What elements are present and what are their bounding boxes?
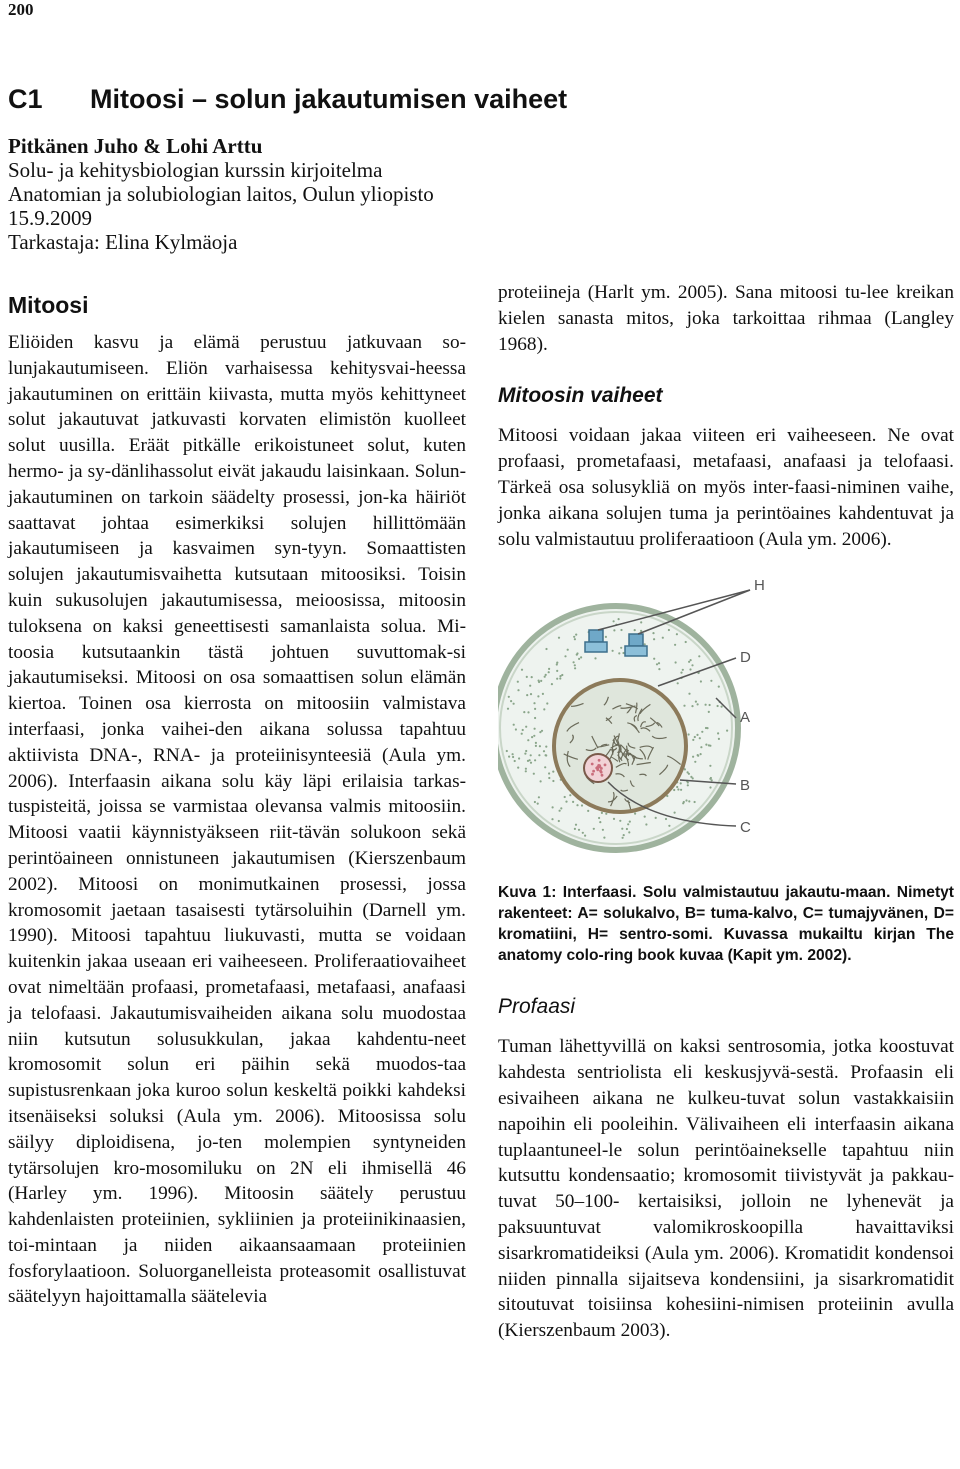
cytoplasm-dot [508,756,510,758]
cytoplasm-dot [526,676,528,678]
right-column [498,280,954,1344]
cytoplasm-dot [708,745,710,747]
cytoplasm-dot [576,653,578,655]
cytoplasm-dot [708,711,710,713]
cytoplasm-dot [602,829,604,831]
cytoplasm-dot [705,704,707,706]
figure-label-c: C [740,819,751,837]
cytoplasm-dot [709,765,711,767]
cytoplasm-dot [507,708,509,710]
cytoplasm-dot [574,638,576,640]
cytoplasm-dot [619,820,621,822]
nucleolus-speckle [598,759,601,762]
cytoplasm-dot [584,835,586,837]
cytoplasm-dot [515,729,517,731]
chapter-title-text: Mitoosi – solun jakautumisen vaiheet [90,84,568,114]
cytoplasm-dot [558,637,560,639]
cytoplasm-dot [521,669,523,671]
cytoplasm-dot [688,693,690,695]
body-text-vaiheet: Mitoosi voidaan jakaa viiteen eri vaiheeseen. Ne ovat profaasi, prometafaasi, metafaasi, anafaasi ja telofaasi. Tärkeä osa solusykliä on myös inter-faasi-niminen vaihe, jonka aikana solujen tuma ja perintöaines kahdentuvat ja solu valmistautuu proliferaatioon (Aula ym. 2006). [498,425,954,550]
cytoplasm-dot [618,653,620,655]
cytoplasm-dot [644,816,646,818]
cytoplasm-dot [506,750,508,752]
cytoplasm-dot [688,801,690,803]
cytoplasm-dot [644,644,646,646]
cytoplasm-dot [605,813,607,815]
cytoplasm-dot [656,664,658,666]
cytoplasm-dot [544,676,546,678]
cytoplasm-dot [573,636,575,638]
cytoplasm-dot [533,735,535,737]
cytoplasm-dot [673,789,675,791]
meta-line-department: Anatomian ja solubiologian laitos, Oulun yliopisto [8,182,434,206]
cytoplasm-dot [552,807,554,809]
cytoplasm-dot [718,738,720,740]
cytoplasm-dot [548,671,550,673]
cytoplasm-dot [545,648,547,650]
cytoplasm-dot [717,733,719,735]
cytoplasm-dot [538,797,540,799]
cytoplasm-dot [700,746,702,748]
cytoplasm-dot [545,746,547,748]
cytoplasm-dot [535,742,537,744]
cytoplasm-dot [623,834,625,836]
cytoplasm-dot [694,736,696,738]
cytoplasm-dot [634,629,636,631]
cytoplasm-dot [620,647,622,649]
cytoplasm-dot [534,801,536,803]
nucleolus-speckle [591,773,594,776]
cytoplasm-dot [687,785,689,787]
cytoplasm-dot [690,659,692,661]
cytoplasm-dot [587,810,589,812]
nucleolus-speckle [591,763,594,766]
cytoplasm-dot [658,668,660,670]
meta-line-course: Solu- ja kehitysbiologian kurssin kirjoitelma [8,158,383,182]
nucleolus-speckle [601,774,604,777]
article-meta [8,134,948,254]
cytoplasm-dot [601,812,603,814]
cytoplasm-dot [530,762,532,764]
cytoplasm-dot [599,821,601,823]
figure-label-b: B [740,777,751,795]
cytoplasm-dot [622,837,624,839]
section-heading-profaasi: Profaasi [498,995,576,1019]
cytoplasm-dot [718,686,720,688]
cytoplasm-dot [556,678,558,680]
cytoplasm-dot [662,637,664,639]
cytoplasm-dot [721,706,723,708]
cytoplasm-dot [668,825,670,827]
cytoplasm-dot [705,727,707,729]
interphase-cell-figure [498,568,858,858]
cytoplasm-dot [626,828,628,830]
cytoplasm-dot [529,685,531,687]
cytoplasm-dot [652,632,654,634]
cytoplasm-dot [612,650,614,652]
cytoplasm-dot [695,701,697,703]
cytoplasm-dot [578,658,580,660]
nucleolus-speckle [596,769,599,772]
cytoplasm-dot [510,700,512,702]
nucleolus-speckle [600,771,603,774]
cytoplasm-dot [605,636,607,638]
cytoplasm-dot [613,818,615,820]
nucleolus-speckle [600,767,603,770]
cytoplasm-dot [653,638,655,640]
cytoplasm-dot [674,644,676,646]
cytoplasm-dot [692,739,694,741]
cytoplasm-dot [683,705,685,707]
cytoplasm-dot [574,665,576,667]
cytoplasm-dot [556,662,558,664]
cytoplasm-dot [575,824,577,826]
cytoplasm-dot [634,813,636,815]
nucleolus-speckle [598,765,601,768]
cytoplasm-dot [543,709,545,711]
cytoplasm-dot [682,669,684,671]
cytoplasm-dot [717,705,719,707]
cytoplasm-dot [677,683,679,685]
cytoplasm-dot [700,681,702,683]
cytoplasm-dot [700,753,702,755]
cytoplasm-dot [540,781,542,783]
cytoplasm-dot [576,804,578,806]
cytoplasm-dot [688,661,690,663]
cytoplasm-dot [537,803,539,805]
cytoplasm-dot [574,668,576,670]
body-text-profaasi: Tuman lähettyvillä on kaksi sentrosomia, jotka koostuvat kahdesta sentriolista eli keskusjyvä-sestä. Profaasin eli esivaiheen aikana ne kulkeu-tuvat solun vastakkaisiin napoihin eli pooleihin. Välivaiheen eli interfaasin aikana tuplaantuneel-le solun perintöainekselle tapahtuu niin kutsuttu kondensaatio; kromosomit tiivistyvät ja pakkau-tuvat 50–100- kertaisiksi, jolloin ne lyhenevät ja paksuuntuvat valomikroskoopilla havaittaviksi sisarkromatideiksi (Aula ym. 2006). Kromatidit kondensoi niiden pinnalla sijaitseva kondensiini, ja sisarkromatidit sitoutuvat toisiinsa kohesiini-nimisen proteiinin avulla (Kierszenbaum 2003). [498,1036,954,1342]
cytoplasm-dot [594,658,596,660]
cytoplasm-dot [709,704,711,706]
centrosome-left [585,630,607,652]
cytoplasm-dot [680,783,682,785]
cytoplasm-dot [627,824,629,826]
cytoplasm-dot [668,629,670,631]
cytoplasm-dot [534,708,536,710]
cytoplasm-dot [692,756,694,758]
cytoplasm-dot [689,669,691,671]
cytoplasm-dot [710,680,712,682]
chapter-number: C1 [8,84,43,114]
cytoplasm-dot [559,675,561,677]
cytoplasm-dot [697,754,699,756]
cytoplasm-dot [531,736,533,738]
cytoplasm-dot [705,744,707,746]
cytoplasm-dot [548,777,550,779]
cytoplasm-dot [521,733,523,735]
cytoplasm-dot [559,810,561,812]
cytoplasm-dot [572,801,574,803]
cell-diagram [498,568,828,858]
nucleolus-speckle [592,770,595,773]
cytoplasm-dot [603,837,605,839]
cytoplasm-dot [573,662,575,664]
cytoplasm-dot [687,782,689,784]
cytoplasm-dot [574,828,576,830]
cytoplasm-dot [525,750,527,752]
cytoplasm-dot [640,622,642,624]
cytoplasm-dot [683,801,685,803]
cytoplasm-dot [618,618,620,620]
cytoplasm-dot [711,780,713,782]
chapter-title [8,80,948,118]
cytoplasm-dot [513,703,515,705]
cytoplasm-dot [593,828,595,830]
cytoplasm-dot [699,737,701,739]
cytoplasm-dot [645,824,647,826]
cytoplasm-dot [538,680,540,682]
cytoplasm-dot [582,832,584,834]
cytoplasm-dot [526,694,528,696]
cytoplasm-dot [514,760,516,762]
cytoplasm-dot [598,817,600,819]
authors: Pitkänen Juho & Lohi Arttu [8,134,263,158]
cytoplasm-dot [533,702,535,704]
cytoplasm-dot [696,734,698,736]
cytoplasm-dot [552,771,554,773]
cytoplasm-dot [676,786,678,788]
cytoplasm-dot [691,705,693,707]
cytoplasm-dot [525,768,527,770]
cytoplasm-dot [621,828,623,830]
cytoplasm-dot [710,777,712,779]
cytoplasm-dot [674,812,676,814]
cytoplasm-dot [548,668,550,670]
cytoplasm-dot [628,832,630,834]
cytoplasm-dot [534,728,536,730]
cytoplasm-dot [540,680,542,682]
cytoplasm-dot [726,730,728,732]
cytoplasm-dot [558,820,560,822]
cytoplasm-dot [559,678,561,680]
cytoplasm-dot [530,693,532,695]
cytoplasm-dot [545,754,547,756]
cytoplasm-dot [697,704,699,706]
cytoplasm-dot [531,676,533,678]
cytoplasm-dot [665,818,667,820]
cytoplasm-dot [565,801,567,803]
cytoplasm-dot [524,753,526,755]
cytoplasm-dot [653,658,655,660]
cytoplasm-dot [613,630,615,632]
cytoplasm-dot [676,633,678,635]
cytoplasm-dot [542,693,544,695]
meta-line-reviewer: Tarkastaja: Elina Kylmäoja [8,230,238,254]
cytoplasm-dot [677,789,679,791]
cytoplasm-dot [575,634,577,636]
cytoplasm-dot [680,672,682,674]
figure-caption: Kuva 1: Interfaasi. Solu valmistautuu jakautu-maan. Nimetyt rakenteet: A= solukalvo, B= tuma-kalvo, C= tumajyvänen, D= kromatiini, H= sentro-somi. Kuvassa mukailtu kirjan The anatomy colo-ring book kuvaa (Kapit ym. 2002). [498,884,954,965]
cytoplasm-dot [530,755,532,757]
cytoplasm-dot [527,712,529,714]
section-heading-mitoosin-vaiheet: Mitoosin vaiheet [498,384,663,408]
cytoplasm-dot [527,739,529,741]
cytoplasm-dot [688,734,690,736]
cytoplasm-dot [544,767,546,769]
figure-label-d: D [740,649,751,667]
cytoplasm-dot [694,801,696,803]
cytoplasm-dot [551,818,553,820]
cytoplasm-dot [658,662,660,664]
cytoplasm-dot [518,758,520,760]
cytoplasm-dot [535,745,537,747]
figure-label-a: A [740,709,751,727]
nucleolus-speckle [604,764,607,767]
cytoplasm-dot [620,629,622,631]
cytoplasm-dot [546,703,548,705]
cytoplasm-dot [691,665,693,667]
cytoplasm-dot [525,726,527,728]
cytoplasm-dot [692,778,694,780]
cytoplasm-dot [533,773,535,775]
cytoplasm-dot [698,656,700,658]
left-column [8,290,466,1330]
cytoplasm-dot [517,767,519,769]
cytoplasm-dot [675,662,677,664]
page-number: 200 [8,0,34,19]
cytoplasm-dot [709,787,711,789]
cytoplasm-dot [539,731,541,733]
cytoplasm-dot [556,670,558,672]
cytoplasm-dot [522,729,524,731]
cytoplasm-dot [534,717,536,719]
meta-line-date: 15.9.2009 [8,206,92,230]
cytoplasm-dot [655,817,657,819]
cytoplasm-dot [684,769,686,771]
cytoplasm-dot [701,731,703,733]
cytoplasm-dot [581,805,583,807]
cytoplasm-dot [517,681,519,683]
cytoplasm-dot [525,771,527,773]
cytoplasm-dot [613,621,615,623]
cytoplasm-dot [567,649,569,651]
figure-label-group [740,577,765,836]
cytoplasm-dot [552,780,554,782]
cytoplasm-dot [517,689,519,691]
cytoplasm-dot [548,773,550,775]
cytoplasm-dot [688,773,690,775]
cytoplasm-dot [560,808,562,810]
cytoplasm-dot [508,696,510,698]
cytoplasm-dot [513,724,515,726]
cytoplasm-dot [538,754,540,756]
cytoplasm-dot [527,760,529,762]
cytoplasm-dot [537,696,539,698]
cytoplasm-dot [564,656,566,658]
cytoplasm-dot [534,760,536,762]
cytoplasm-dot [580,657,582,659]
chapter-header [8,80,948,254]
body-text-mitoosi: Eliöiden kasvu ja elämä perustuu jatkuvaan so-lunjakautumiseen. Eliön varhaisessa kehitysvai-heessa jakautuminen on erittäin kiivasta, mutta myös kehittyneet solut jakautuvat jatkuvasti korvaten elimistön kuolleet solut uusilla. Eräät pitkälle erikoistuneet solut, kuten hermo- ja sy-dänlihassolut eivät jakaudu laisinkaan. Solun-jakautuminen on tarkoin säädelty prosessi, jon-ka häiriöt saattavat johtaa esimerkiksi solujen hillittömään jakautumiseen ja kasvaimen syn-tyyn. Somaattisten solujen jakautumisvaihetta kutsutaan mitoosiksi. Toisin kuin sukusolujen jakautumisessa, meioosissa, mitoosin tuloksena on kaksi geneettisesti samanlaista solua. Mi-toosia kutsutaankin tästä johtuen suvuttomak-si jakautumiseksi. Mitoosi on osa somaattisen solun elämän kiertoa. Toinen osa kierrosta on mitoosiin valmistava interfaasi, jonka vaihei-den aikana solussa tapahtuu aktiivista DNA-, RNA- ja proteiinisynteesiä (Aula ym. 2006). Interfaasin aikana solu käy läpi erilaisia tarkas-tuspisteitä, joissa se varmistaa olevansa valmis mitoosiin. Mitoosi vaatii käynnistyäkseen riit-tävän solukoon sekä perintöaineen onnistuneen jakautumisen (Kierszenbaum 2002). Mitoosi on monimutkainen prosessi, jossa kromosomit jaetaan tasaisesti tytärsoluihin (Darnell ym. 1990). Mitoosi tapahtuu liukuvasti, mutta se voidaan kuitenkin jakaa useaan eri vaiheeseen. Proliferaatiovaiheet ovat nimeltään profaasi, prometafaasi, metafaasi, anafaasi ja telofaasi. Jakautumisvaiheiden aikana solu muodostaa niin kutsutun solusukkulan, jakaa kahdentu-neet kromosomit solun eri päihin sekä muodos-taa supistusrenkaan joka kuroo solun keskeltä poikki kahdeksi itsenäiseksi soluksi (Aula ym. 2006). Mitoosissa solu säilyy diploidisena, jo-ten molempien syntyneiden tytärsolujen kro-mosomiluku on 2N eli ihmisellä 46 (Harley ym. 1996). Mitoosin säätely perustuu kahdenlaisten proteiinien, sykliinien ja proteiinikinaasien, toi-mintaan ja niiden aikaansaamaan proteiinien fosforylaatioon. Soluorganelleista proteasomit osallistuvat säätelyyn hajoittamalla säätelevia [8,332,466,1308]
cytoplasm-dot [551,683,553,685]
cytoplasm-dot [629,821,631,823]
cytoplasm-dot [564,796,566,798]
figure-label-h: H [754,577,765,595]
cytoplasm-dot [512,756,514,758]
cytoplasm-dot [640,630,642,632]
cytoplasm-dot [539,745,541,747]
cytoplasm-dot [523,711,525,713]
cytoplasm-dot [543,750,545,752]
cytoplasm-dot [512,753,514,755]
cytoplasm-dot [556,664,558,666]
cytoplasm-dot [685,641,687,643]
cytoplasm-dot [680,789,682,791]
cytoplasm-dot [694,761,696,763]
cytoplasm-dot [685,800,687,802]
cytoplasm-dot [569,794,571,796]
cytoplasm-dot [578,829,580,831]
section-heading-mitoosi: Mitoosi [8,292,89,318]
body-text-continuation: proteiineja (Harlt ym. 2005). Sana mitoosi tu-lee kreikan kielen sanasta mitos, joka tarkoittaa rihmaa (Langley 1968). [498,282,954,355]
centrosome-right [625,634,647,656]
